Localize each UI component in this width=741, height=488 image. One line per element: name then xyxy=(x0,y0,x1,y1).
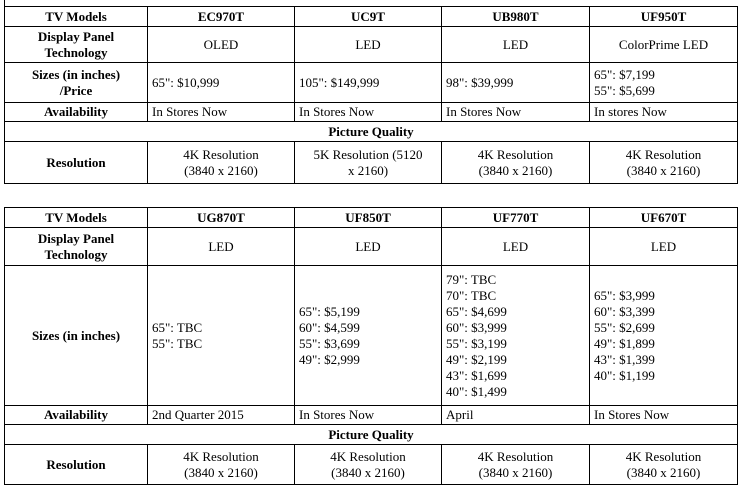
header-model-uf770t: UF770T xyxy=(442,208,590,228)
resolution-cell: 5K Resolution (5120 x 2160) xyxy=(295,142,442,184)
header-tv-models: TV Models xyxy=(5,208,148,228)
availability-cell: In Stores Now xyxy=(590,406,738,425)
header-model-uc9t: UC9T xyxy=(295,7,442,27)
sizes-row xyxy=(5,266,738,406)
display-row xyxy=(5,27,738,63)
display-cell: ColorPrime LED xyxy=(590,27,738,63)
display-cell: LED xyxy=(590,228,738,266)
display-cell: LED xyxy=(442,228,590,266)
section-title-picture-quality: Picture Quality xyxy=(5,122,738,142)
display-cell: OLED xyxy=(148,27,295,63)
sizes-cell: 65": $7,199 55": $5,699 xyxy=(590,63,738,103)
sizes-label: Sizes (in inches) /Price xyxy=(5,63,148,103)
resolution-row xyxy=(5,445,738,485)
display-cell: LED xyxy=(442,27,590,63)
display-label: Display Panel Technology xyxy=(5,228,148,266)
resolution-cell: 4K Resolution (3840 x 2160) xyxy=(590,142,738,184)
sizes-cell: 65": $10,999 xyxy=(148,63,295,103)
sizes-label: Sizes (in inches) xyxy=(5,266,148,406)
resolution-cell: 4K Resolution (3840 x 2160) xyxy=(295,445,442,485)
availability-row xyxy=(5,103,738,122)
resolution-cell: 4K Resolution (3840 x 2160) xyxy=(442,445,590,485)
availability-cell: In Stores Now xyxy=(295,406,442,425)
availability-cell: In Stores Now xyxy=(148,103,295,122)
sizes-cell: 65": TBC 55": TBC xyxy=(148,266,295,406)
sizes-cell: 79": TBC 70": TBC 65": $4,699 60": $3,999 55": $3,199 49": $2,199 43": $1,699 40": $1,499 xyxy=(442,266,590,406)
section-row xyxy=(5,425,738,445)
section-row xyxy=(5,122,738,142)
tv-spec-table-2 xyxy=(4,207,738,485)
sizes-cell: 65": $3,999 60": $3,399 55": $2,699 49": $1,899 43": $1,399 40": $1,199 xyxy=(590,266,738,406)
resolution-cell: 4K Resolution (3840 x 2160) xyxy=(148,445,295,485)
sizes-cell: 105": $149,999 xyxy=(295,63,442,103)
resolution-label: Resolution xyxy=(5,445,148,485)
header-model-uf670t: UF670T xyxy=(590,208,738,228)
display-row xyxy=(5,228,738,266)
display-cell: LED xyxy=(295,228,442,266)
display-label: Display Panel Technology xyxy=(5,27,148,63)
header-tv-models: TV Models xyxy=(5,7,148,27)
header-row xyxy=(5,208,738,228)
resolution-cell: 4K Resolution (3840 x 2160) xyxy=(442,142,590,184)
availability-row xyxy=(5,406,738,425)
availability-cell: April xyxy=(442,406,590,425)
resolution-label: Resolution xyxy=(5,142,148,184)
header-model-ub980t: UB980T xyxy=(442,7,590,27)
header-model-uf950t: UF950T xyxy=(590,7,738,27)
resolution-cell: 4K Resolution (3840 x 2160) xyxy=(590,445,738,485)
availability-label: Availability xyxy=(5,103,148,122)
section-title-picture-quality: Picture Quality xyxy=(5,425,738,445)
resolution-cell: 4K Resolution (3840 x 2160) xyxy=(148,142,295,184)
display-cell: LED xyxy=(295,27,442,63)
availability-label: Availability xyxy=(5,406,148,425)
sizes-row xyxy=(5,63,738,103)
availability-cell: In Stores Now xyxy=(295,103,442,122)
availability-cell: 2nd Quarter 2015 xyxy=(148,406,295,425)
header-model-ec970t: EC970T xyxy=(148,7,295,27)
display-cell: LED xyxy=(148,228,295,266)
tv-spec-table-1 xyxy=(4,6,738,184)
availability-cell: In Stores Now xyxy=(442,103,590,122)
header-model-uf850t: UF850T xyxy=(295,208,442,228)
resolution-row xyxy=(5,142,738,184)
header-row xyxy=(5,7,738,27)
sizes-cell: 98": $39,999 xyxy=(442,63,590,103)
sizes-cell: 65": $5,199 60": $4,599 55": $3,699 49": $2,999 xyxy=(295,266,442,406)
availability-cell: In stores Now xyxy=(590,103,738,122)
header-model-ug870t: UG870T xyxy=(148,208,295,228)
